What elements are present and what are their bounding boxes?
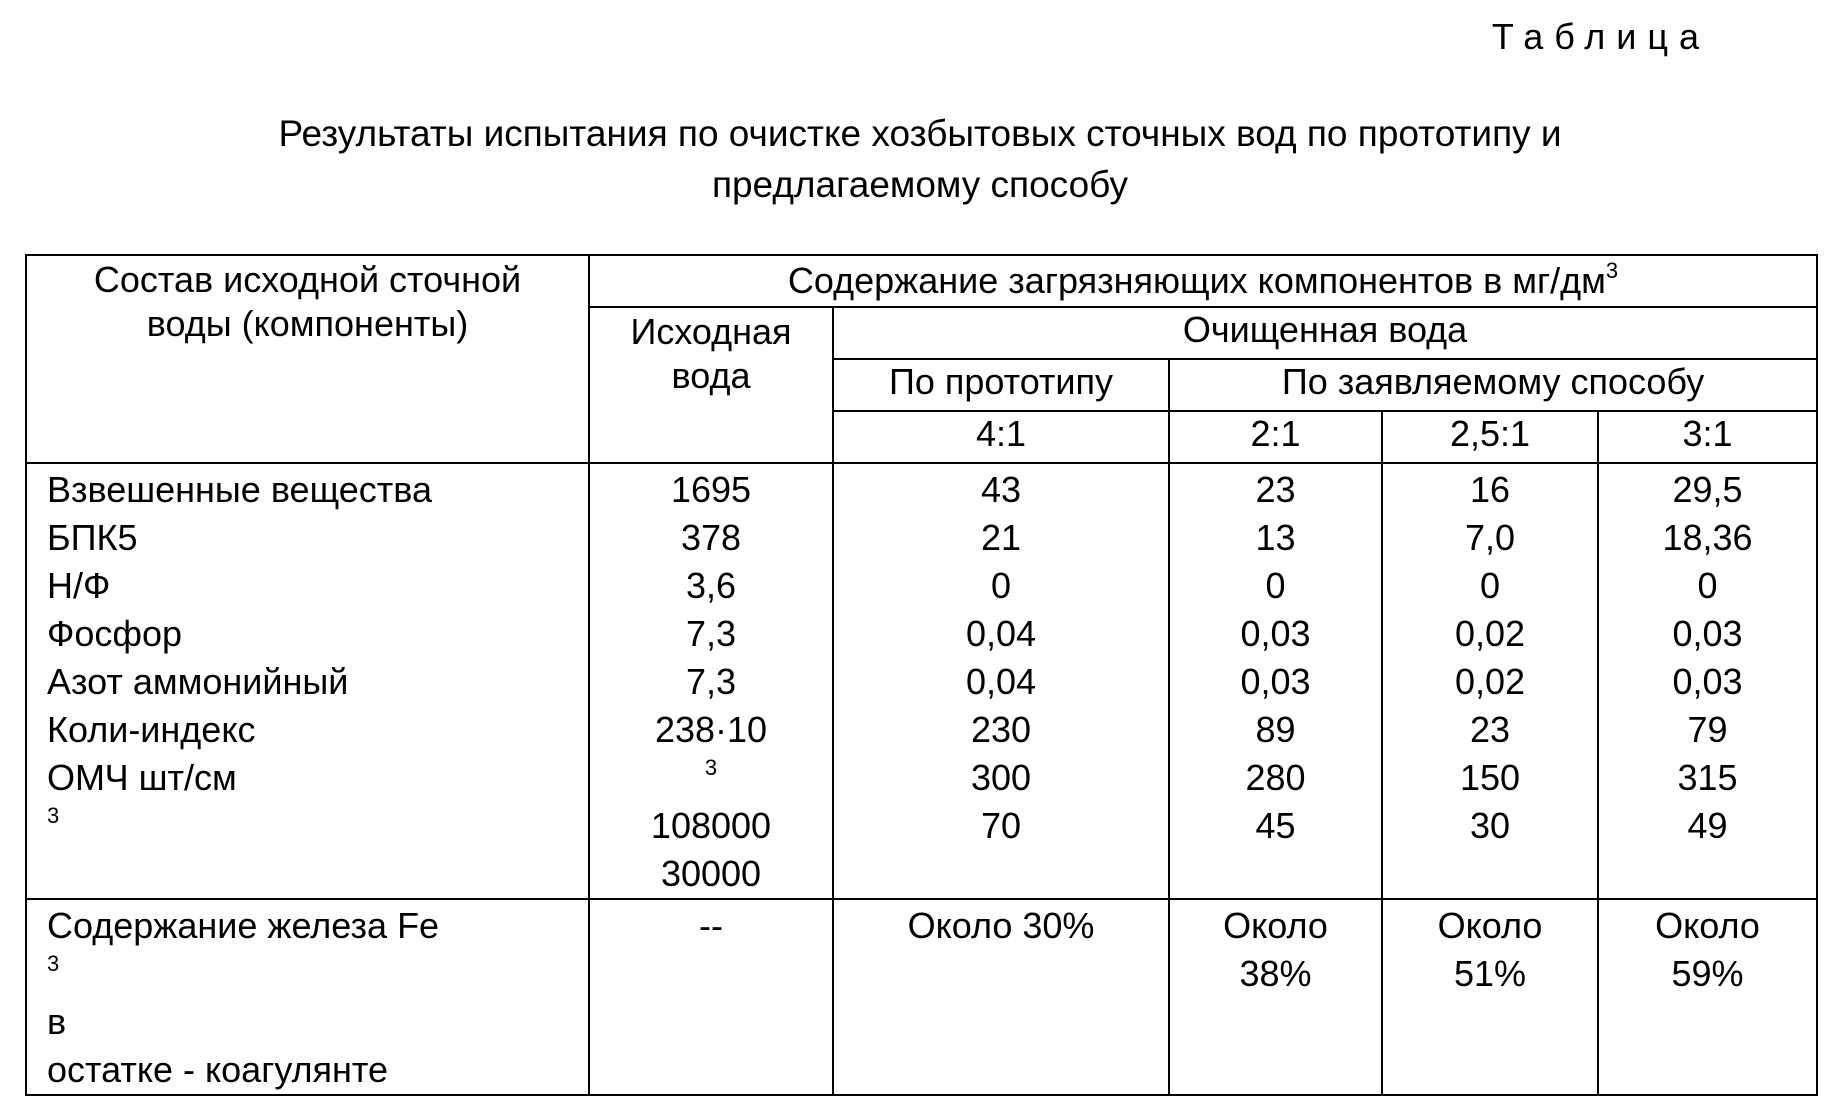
value-prototype: 0: [990, 565, 1012, 606]
iron-label-line-2: остатке - коагулянте: [47, 1049, 389, 1090]
claimed-2-1-values-cell: [1169, 463, 1382, 899]
header-composition-line-1: Состав исходной сточной: [93, 259, 522, 300]
value-claimed-2-1: 23: [1255, 469, 1296, 510]
value-claimed-2-5-1: 23: [1469, 709, 1511, 750]
header-content-sup: 3: [1605, 258, 1619, 283]
value-prototype: 230: [970, 709, 1032, 750]
iron-row: [26, 899, 1817, 1095]
value-claimed-3-1: 18,36: [1662, 517, 1753, 558]
omch-sup: 3: [47, 803, 60, 828]
value-claimed-3-1: 49: [1687, 805, 1728, 846]
value-claimed-3-1: 315: [1677, 757, 1738, 798]
value-claimed-2-5-1: 150: [1459, 757, 1521, 798]
iron-label-end: в: [47, 1001, 67, 1042]
header-content-text: Содержание загрязняющих компонентов в мг/дм: [787, 260, 1606, 301]
header-initial-water: [589, 307, 833, 463]
value-initial: 1695: [670, 469, 752, 510]
value-initial: 108000: [650, 805, 772, 846]
value-initial: 378: [680, 517, 742, 558]
value-prototype: 43: [980, 469, 1022, 510]
value-claimed-2-5-1: 0,02: [1454, 613, 1526, 654]
header-row-1: [26, 255, 1817, 307]
value-claimed-2-1: 45: [1255, 805, 1296, 846]
table-body-row: [26, 463, 1817, 899]
value-claimed-2-1: 280: [1245, 757, 1306, 798]
component-name: Н/Ф: [47, 565, 111, 606]
value-prototype: 300: [970, 757, 1032, 798]
value-prototype: 0,04: [965, 613, 1037, 654]
value-claimed-3-1: 0,03: [1672, 661, 1743, 702]
value-claimed-2-5-1: 0: [1479, 565, 1501, 606]
header-initial-line-1: Исходная: [630, 311, 792, 352]
claimed-3-1-values-cell: [1598, 463, 1817, 899]
iron-prototype-value: Около 30%: [907, 905, 1095, 946]
value-claimed-2-5-1: 16: [1469, 469, 1511, 510]
value-prototype: 70: [980, 805, 1022, 846]
header-treated-water: [833, 307, 1817, 359]
iron-claimed-2-5-1: [1382, 899, 1598, 1095]
header-treated-text: Очищенная вода: [1182, 309, 1468, 350]
component-name-empty: [47, 850, 588, 898]
component-name: Взвешенные вещества: [47, 469, 433, 510]
value-initial: 30000: [660, 853, 762, 894]
component-name-omch: [47, 754, 588, 850]
iron-claimed-2-5-1-line-2: 51%: [1453, 953, 1527, 994]
value-initial: 7,3: [685, 613, 737, 654]
value-claimed-2-1: 0,03: [1240, 613, 1311, 654]
iron-initial-value: --: [699, 905, 723, 946]
value-claimed-2-5-1: 30: [1469, 805, 1511, 846]
header-ratio-2-5-1: 2,5:1: [1382, 411, 1598, 463]
value-claimed-3-1: 0: [1697, 565, 1718, 606]
header-claimed: [1169, 359, 1817, 411]
component-name: Коли-индекс: [47, 709, 256, 750]
header-prototype-text: По прототипу: [888, 361, 1114, 402]
initial-values-cell: [589, 463, 833, 899]
value-prototype: 0,04: [965, 661, 1037, 702]
value-claimed-2-5-1: 7,0: [1464, 517, 1516, 558]
value-initial: 3,6: [685, 565, 737, 606]
value-initial: 7,3: [685, 661, 737, 702]
iron-claimed-2-1: [1169, 899, 1382, 1095]
iron-label-text: Содержание железа Fe: [47, 905, 440, 946]
iron-claimed-2-5-1-line-1: Около: [1437, 905, 1543, 946]
value-initial-koli: [590, 706, 832, 802]
header-ratio-4-1: 4:1: [833, 411, 1169, 463]
value-claimed-2-1: 13: [1255, 517, 1296, 558]
iron-initial: [589, 899, 833, 1095]
component-name: Фосфор: [47, 613, 183, 654]
iron-claimed-3-1: [1598, 899, 1817, 1095]
header-composition-line-2: воды (компоненты): [146, 303, 469, 344]
table-title-line-1: Результаты испытания по очистке хозбытовых сточных вод по прототипу и: [278, 113, 1562, 154]
component-name-omch-text: ОМЧ шт/см: [47, 757, 237, 798]
prototype-values-cell: [833, 463, 1169, 899]
header-content: [589, 255, 1817, 307]
value-claimed-2-5-1: 0,02: [1454, 661, 1526, 702]
iron-claimed-3-1-line-1: Около: [1655, 905, 1760, 946]
value-claimed-3-1: 0,03: [1672, 613, 1743, 654]
value-claimed-2-1: 0: [1265, 565, 1286, 606]
header-claimed-text: По заявляемому способу: [1281, 361, 1705, 402]
value-claimed-2-1: 89: [1255, 709, 1296, 750]
component-name: БПК5: [47, 517, 138, 558]
iron-label-line-1: [47, 902, 588, 1046]
header-prototype: [833, 359, 1169, 411]
claimed-2-5-1-values-cell: [1382, 463, 1598, 899]
value-claimed-2-1: 0,03: [1240, 661, 1311, 702]
header-ratio-2-1: 2:1: [1169, 411, 1382, 463]
value-claimed-3-1: 79: [1687, 709, 1728, 750]
iron-claimed-2-1-line-1: Около: [1223, 905, 1328, 946]
iron-label-cell: [26, 899, 589, 1095]
component-name: Азот аммонийный: [47, 661, 349, 702]
value-prototype: 21: [980, 517, 1022, 558]
results-table: [25, 254, 1818, 1096]
header-ratio-3-1: 3:1: [1598, 411, 1817, 463]
value-initial-koli-text: 238·10: [654, 709, 768, 750]
header-composition: [26, 255, 589, 463]
iron-label-sup: 3: [47, 951, 60, 976]
koli-sup: 3: [704, 755, 718, 780]
header-initial-line-2: вода: [671, 355, 751, 396]
table-label: Таблица: [1491, 16, 1710, 57]
component-names-cell: [26, 463, 589, 899]
table-title-line-2: предлагаемому способу: [711, 164, 1129, 205]
table-title: [0, 108, 1840, 210]
iron-prototype: [833, 899, 1169, 1095]
iron-claimed-3-1-line-2: 59%: [1671, 953, 1744, 994]
iron-claimed-2-1-line-2: 38%: [1239, 953, 1312, 994]
value-claimed-3-1: 29,5: [1672, 469, 1743, 510]
